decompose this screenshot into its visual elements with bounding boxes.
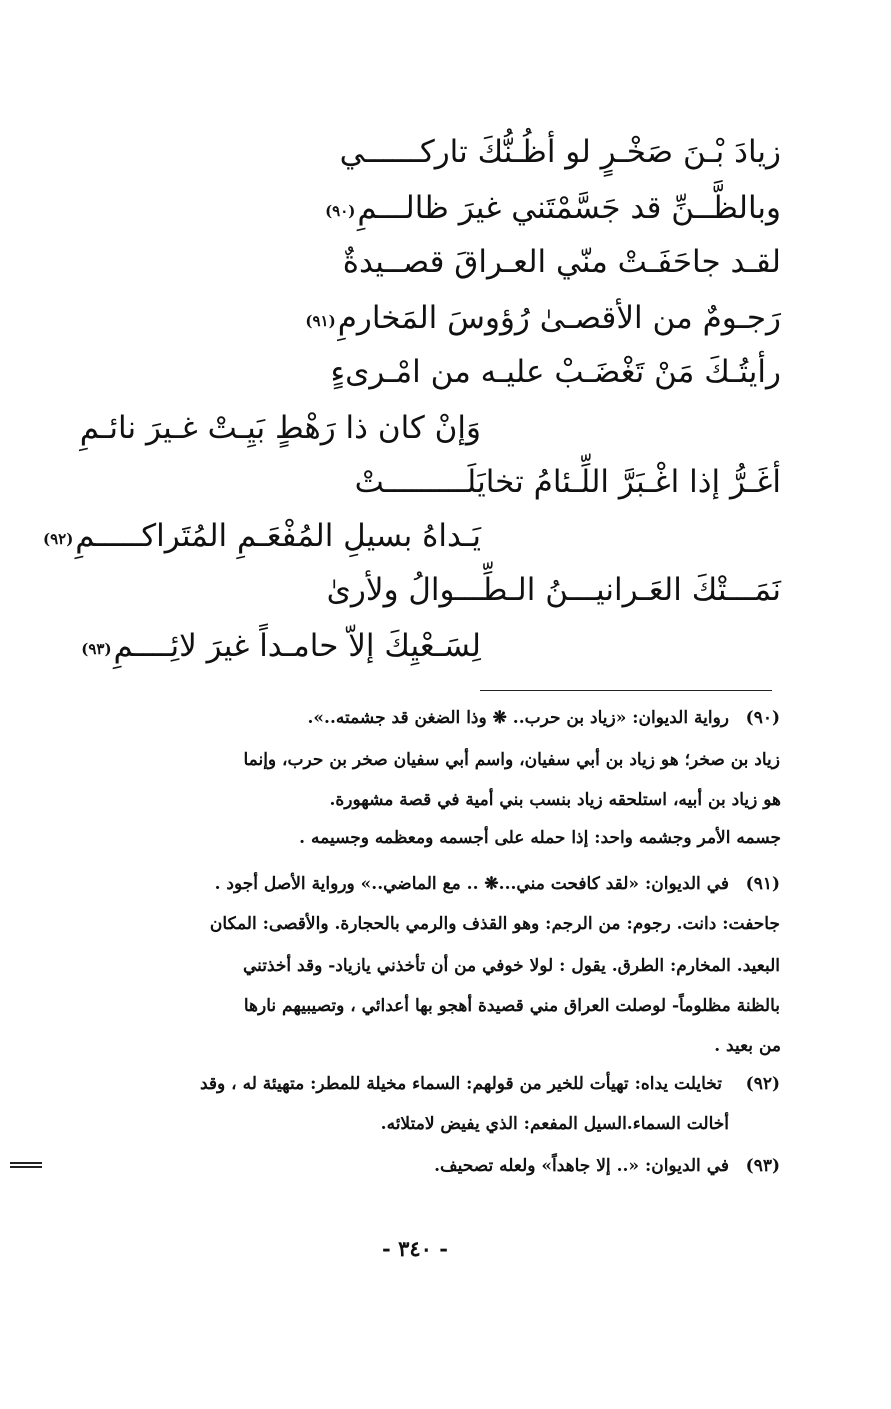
- poem-line-text: لقـد جاحَفَـتْ منّي العـراقَ قصــيدةٌ: [342, 244, 781, 280]
- footnote-line: في الديوان: «لقد كافحت مني...❋ .. مع الماضي..» ورواية الأصل أجود .: [214, 874, 729, 894]
- footnote-line: من بعيد .: [714, 1036, 781, 1056]
- footnote-line: هو زياد بن أبيه، استلحقه زياد بنسب بني أمية في قصة مشهورة.: [329, 790, 781, 810]
- footnote-line: جسمه الأمر وجشمه واحد: إذا حمله على أجسمه ومعظمه وجسيمه .: [299, 828, 781, 848]
- page-number: - ٣٤٠ -: [382, 1236, 448, 1261]
- footnote-separator: [480, 690, 772, 691]
- poem-line-3: [343, 242, 781, 282]
- footnote-number: (٩٢): [745, 1074, 780, 1094]
- poem-line-5: [331, 352, 782, 392]
- poem-line-text: رأيتُـكَ مَنْ تَغْضَـبْ عليـه من امْـرىءٍ: [330, 354, 781, 390]
- poem-line-2: [325, 188, 781, 231]
- poem-line-text: نَمَـــتْكَ العَـرانيـــنُ الـطِّـــوالُ ولأرىٰ: [326, 572, 781, 608]
- footnote-line: أخالت السماء.السيل المفعم: الذي يفيض لامتلائه.: [380, 1114, 729, 1134]
- footnote-number: (٩٣): [745, 1156, 780, 1176]
- poem-line-4: [305, 298, 781, 341]
- poem-line-text: وَإنْ كان ذا رَهْطٍ بَيِـتْ غـيرَ نائـمِ: [79, 410, 481, 446]
- poem-line-9: [327, 570, 781, 610]
- scan-edge-mark: [10, 1162, 42, 1169]
- poem-line-7: [355, 462, 781, 502]
- poem-line-6: [80, 408, 481, 448]
- footnote-line: بالظنة مظلوماً- لوصلت العراق مني قصيدة أهجو بها أعدائي ، وتصيبيهم نارها: [243, 996, 780, 1016]
- poem-line-8: [43, 516, 481, 559]
- footnote-marker: (٩٢): [42, 530, 74, 548]
- poem-line-text: رَجـومٌ من الأقصـىٰ رُؤوسَ المَخارمِ: [337, 300, 781, 336]
- poem-line-1: [340, 132, 781, 172]
- footnote-line: البعيد. المخارم: الطرق. يقول : لولا خوفي من أن تأخذني يازياد- وقد أخذتني: [242, 956, 780, 976]
- poem-line-text: أغَـرُّ إذا اغْـبَرَّ اللِّـئامُ تخايَلَـــــــــتْ: [354, 464, 781, 500]
- footnote-line: زياد بن صخر؛ هو زياد بن أبي سفيان، واسم أبي سفيان صخر بن حرب، وإنما: [243, 750, 780, 770]
- footnote-number: (٩١): [745, 874, 780, 894]
- poem-line-text: زيادَ بْـنَ صَخْـرٍ لو أظُـنُّكَ تاركــــــي: [339, 134, 781, 170]
- poem-line-text: لِسَـعْيِكَ إلاّ حامـداً غيرَ لائِــــمِ: [113, 628, 481, 664]
- footnote-marker: (٩٣): [81, 640, 112, 658]
- footnote-marker: (٩٠): [325, 202, 356, 220]
- poem-line-text: يَـداهُ بسيلِ المُفْعَـمِ المُتَراكـــــمِ: [75, 518, 481, 554]
- footnote-number: (٩٠): [745, 708, 780, 728]
- footnote-line: جاحفت: دانت. رجوم: من الرجم: وهو القذف والرمي بالحجارة. والأقصى: المكان: [209, 914, 780, 934]
- footnote-line: في الديوان: «.. إلا جاهداً» ولعله تصحيف.: [434, 1156, 729, 1176]
- footnote-marker: (٩١): [305, 312, 336, 330]
- footnote-line: رواية الديوان: «زياد بن حرب.. ❋ وذا الضغن قد جشمته..».: [307, 708, 729, 728]
- footnote-line: تخايلت يداه: تهيأت للخير من قولهم: السماء مخيلة للمطر: متهيئة له ، وقد: [200, 1074, 722, 1094]
- poem-line-10: [81, 626, 481, 669]
- poem-line-text: وبالظَّــنِّ قد جَسَّمْتَني غيرَ ظالـــمِ: [357, 190, 781, 226]
